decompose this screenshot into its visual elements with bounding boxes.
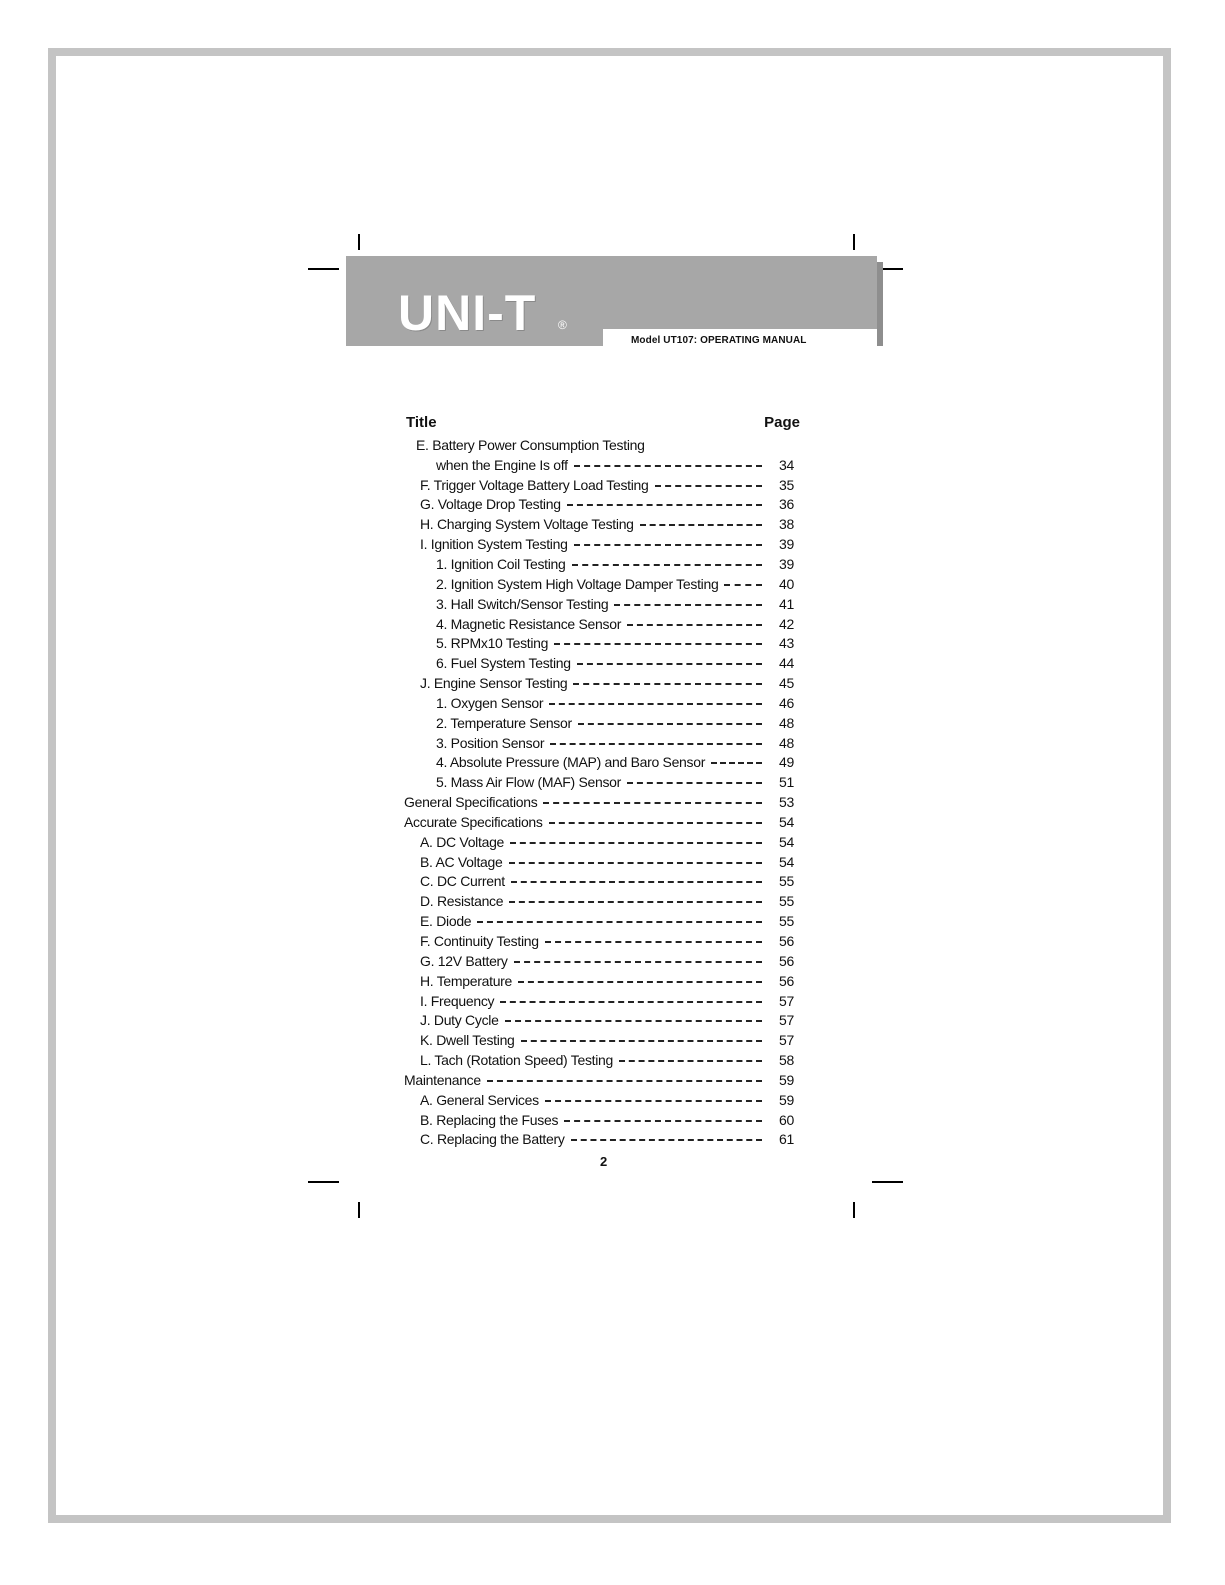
toc-entry-page: 39: [779, 555, 794, 572]
toc-leader-line: [543, 802, 762, 804]
toc-leader-line: [511, 881, 762, 883]
toc-entry: [400, 832, 802, 852]
toc-entry-page: 48: [779, 714, 794, 731]
toc-entry: [400, 554, 802, 574]
toc-entry-page: 41: [779, 595, 794, 612]
page-number: 2: [600, 1154, 608, 1169]
toc-leader-line: [509, 862, 763, 864]
manual-title: Model UT107: OPERATING MANUAL: [603, 329, 877, 353]
toc-entry: [400, 455, 802, 475]
toc-entry: [400, 514, 802, 534]
toc-entry-label: 2. Ignition System High Voltage Damper Testing: [436, 575, 719, 592]
toc-leader-line: [521, 1040, 762, 1042]
toc-entry-label: H. Temperature: [420, 972, 513, 989]
toc-entry-page: 57: [779, 992, 794, 1009]
toc-entry-page: 53: [779, 794, 794, 811]
toc-leader-line: [724, 584, 762, 586]
toc-entry-label: 5. Mass Air Flow (MAF) Sensor: [436, 774, 622, 791]
toc-entry-label: 3. Hall Switch/Sensor Testing: [436, 595, 609, 612]
toc-entry-label: J. Duty Cycle: [420, 1012, 499, 1029]
toc-entry-page: 60: [779, 1111, 794, 1128]
toc-leader-line: [573, 683, 762, 685]
toc-leader-line: [550, 743, 762, 745]
crop-mark-top-left-v: [358, 234, 360, 250]
toc-leader-line: [577, 663, 762, 665]
toc-entry-page: 61: [779, 1131, 794, 1148]
toc-entry-label: A. General Services: [420, 1091, 539, 1108]
toc-entry-page: 39: [779, 536, 794, 553]
toc-leader-line: [574, 544, 762, 546]
toc-entry-label: Accurate Specifications: [404, 813, 543, 830]
toc-entry: [400, 653, 802, 673]
toc-entry: [400, 1030, 802, 1050]
toc-entry-page: 45: [779, 675, 794, 692]
toc-entry: [400, 772, 802, 792]
toc-entry-label: J. Engine Sensor Testing: [420, 675, 568, 692]
toc-leader-line: [500, 1001, 762, 1003]
toc-entry-label: F. Continuity Testing: [420, 933, 539, 950]
toc-entry: [400, 534, 802, 554]
toc-entry-page: 59: [779, 1091, 794, 1108]
toc-leader-line: [619, 1060, 762, 1062]
toc-entry-page: 54: [779, 813, 794, 830]
toc-entry: [400, 891, 802, 911]
toc-leader-line: [514, 961, 762, 963]
toc-entry-label: 2. Temperature Sensor: [436, 714, 572, 731]
toc-entry-label: E. Battery Power Consumption Testing: [416, 436, 645, 453]
toc-leader-line: [549, 703, 762, 705]
toc-entry-label: C. DC Current: [420, 873, 505, 890]
toc-leader-line: [627, 624, 762, 626]
toc-leader-line: [627, 782, 762, 784]
toc-entry-label: 1. Oxygen Sensor: [436, 694, 544, 711]
toc-entry-label: when the Engine Is off: [436, 456, 568, 473]
toc-entry-page: 55: [779, 873, 794, 890]
toc-entry-label: H. Charging System Voltage Testing: [420, 516, 634, 533]
toc-leader-line: [567, 504, 762, 506]
toc-entry: [400, 614, 802, 634]
toc-entry-label: L. Tach (Rotation Speed) Testing: [420, 1052, 614, 1069]
toc-entry-page: 49: [779, 754, 794, 771]
toc-entry-label: B. Replacing the Fuses: [420, 1111, 559, 1128]
toc-entry-label: 3. Position Sensor: [436, 734, 545, 751]
toc-entry-page: 48: [779, 734, 794, 751]
toc-page-label: Page: [764, 414, 800, 431]
toc-entry: [400, 733, 802, 753]
toc-leader-line: [505, 1020, 762, 1022]
toc-entry: [400, 872, 802, 892]
toc-leader-line: [549, 822, 762, 824]
toc-entry: [400, 991, 802, 1011]
crop-mark-top-right-v: [853, 234, 855, 250]
toc-entry-label: A. DC Voltage: [420, 833, 505, 850]
crop-mark-bottom-left-v: [358, 1202, 360, 1218]
toc-entry-page: 46: [779, 694, 794, 711]
toc-entry: [400, 693, 802, 713]
toc-entry-page: 56: [779, 933, 794, 950]
toc-entry-page: 56: [779, 972, 794, 989]
toc-entry-page: 44: [779, 655, 794, 672]
toc-entry-page: 51: [779, 774, 794, 791]
toc-entry: [400, 495, 802, 515]
toc-entry: [400, 475, 802, 495]
toc-entry-label: I. Ignition System Testing: [420, 536, 568, 553]
toc-leader-line: [614, 604, 762, 606]
toc-entry-page: 36: [779, 496, 794, 513]
toc-title-label: Title: [406, 414, 437, 431]
toc-entry: [400, 1050, 802, 1070]
toc-entry-label: 5. RPMx10 Testing: [436, 635, 549, 652]
toc-entry-page: 42: [779, 615, 794, 632]
toc-entry-label: 6. Fuel System Testing: [436, 655, 571, 672]
toc-leader-line: [571, 1139, 762, 1141]
toc-entry: [400, 1110, 802, 1130]
toc-entry-label: F. Trigger Voltage Battery Load Testing: [420, 476, 649, 493]
toc-leader-line: [487, 1080, 762, 1082]
crop-mark-top-left-h: [308, 268, 339, 270]
toc-entry: [400, 713, 802, 733]
toc-entry: [400, 812, 802, 832]
toc-entry: [400, 1070, 802, 1090]
toc-entry-page: 43: [779, 635, 794, 652]
toc-entry: [400, 792, 802, 812]
toc-entry-label: I. Frequency: [420, 992, 495, 1009]
toc-entry-page: 55: [779, 893, 794, 910]
toc-entry-label: 4. Magnetic Resistance Sensor: [436, 615, 622, 632]
toc-entry: [400, 951, 802, 971]
toc-leader-line: [554, 643, 762, 645]
toc-entry: [400, 971, 802, 991]
toc-entry: [400, 852, 802, 872]
toc-entry-page: 55: [779, 913, 794, 930]
toc-entry: [400, 435, 802, 455]
toc-entry-label: G. 12V Battery: [420, 952, 508, 969]
toc-leader-line: [477, 921, 762, 923]
toc-entry-page: 35: [779, 476, 794, 493]
registered-mark: ®: [558, 318, 567, 332]
toc-entry-label: E. Diode: [420, 913, 472, 930]
toc-leader-line: [564, 1120, 762, 1122]
toc-leader-line: [518, 981, 762, 983]
toc-entry: [400, 633, 802, 653]
toc-leader-line: [545, 1100, 762, 1102]
toc-entry-label: Maintenance: [404, 1071, 481, 1088]
toc-entry-label: G. Voltage Drop Testing: [420, 496, 561, 513]
crop-mark-bottom-right-h: [872, 1181, 903, 1183]
toc-entry-page: 54: [779, 833, 794, 850]
toc-entry: [400, 574, 802, 594]
toc-entry-label: 4. Absolute Pressure (MAP) and Baro Sensor: [436, 754, 706, 771]
toc-leader-line: [578, 723, 762, 725]
toc-entry-label: K. Dwell Testing: [420, 1032, 515, 1049]
toc-leader-line: [545, 941, 762, 943]
toc-entry: [400, 753, 802, 773]
toc-entry-label: C. Replacing the Battery: [420, 1131, 565, 1148]
crop-mark-bottom-right-v: [853, 1202, 855, 1218]
toc-entry-page: 58: [779, 1052, 794, 1069]
toc-entry-page: 59: [779, 1071, 794, 1088]
toc-leader-line: [655, 485, 762, 487]
brand-logo: UNI-T: [398, 285, 537, 341]
toc-entry: [400, 911, 802, 931]
toc-entry-label: B. AC Voltage: [420, 853, 503, 870]
toc-entry: [400, 594, 802, 614]
toc-entry-label: D. Resistance: [420, 893, 504, 910]
toc-leader-line: [510, 842, 762, 844]
toc-leader-line: [509, 901, 762, 903]
toc-leader-line: [572, 564, 762, 566]
toc-entry-label: 1. Ignition Coil Testing: [436, 555, 566, 572]
toc-leader-line: [640, 524, 762, 526]
toc-entry: [400, 931, 802, 951]
toc-leader-line: [574, 465, 762, 467]
toc-entry-label: General Specifications: [404, 794, 538, 811]
toc-leader-line: [711, 762, 762, 764]
toc-entry-page: 57: [779, 1032, 794, 1049]
toc-header: [400, 411, 802, 435]
crop-mark-bottom-left-h: [308, 1181, 339, 1183]
toc-entry: [400, 1010, 802, 1030]
toc-entry-page: 40: [779, 575, 794, 592]
toc-entry-page: 56: [779, 952, 794, 969]
toc-entry-page: 54: [779, 853, 794, 870]
toc-entry: [400, 1130, 802, 1150]
toc-entry: [400, 1090, 802, 1110]
toc-entry-page: 38: [779, 516, 794, 533]
toc-entry-page: 57: [779, 1012, 794, 1029]
toc-entry: [400, 673, 802, 693]
toc-entry-page: 34: [779, 456, 794, 473]
table-of-contents: [400, 411, 802, 1149]
